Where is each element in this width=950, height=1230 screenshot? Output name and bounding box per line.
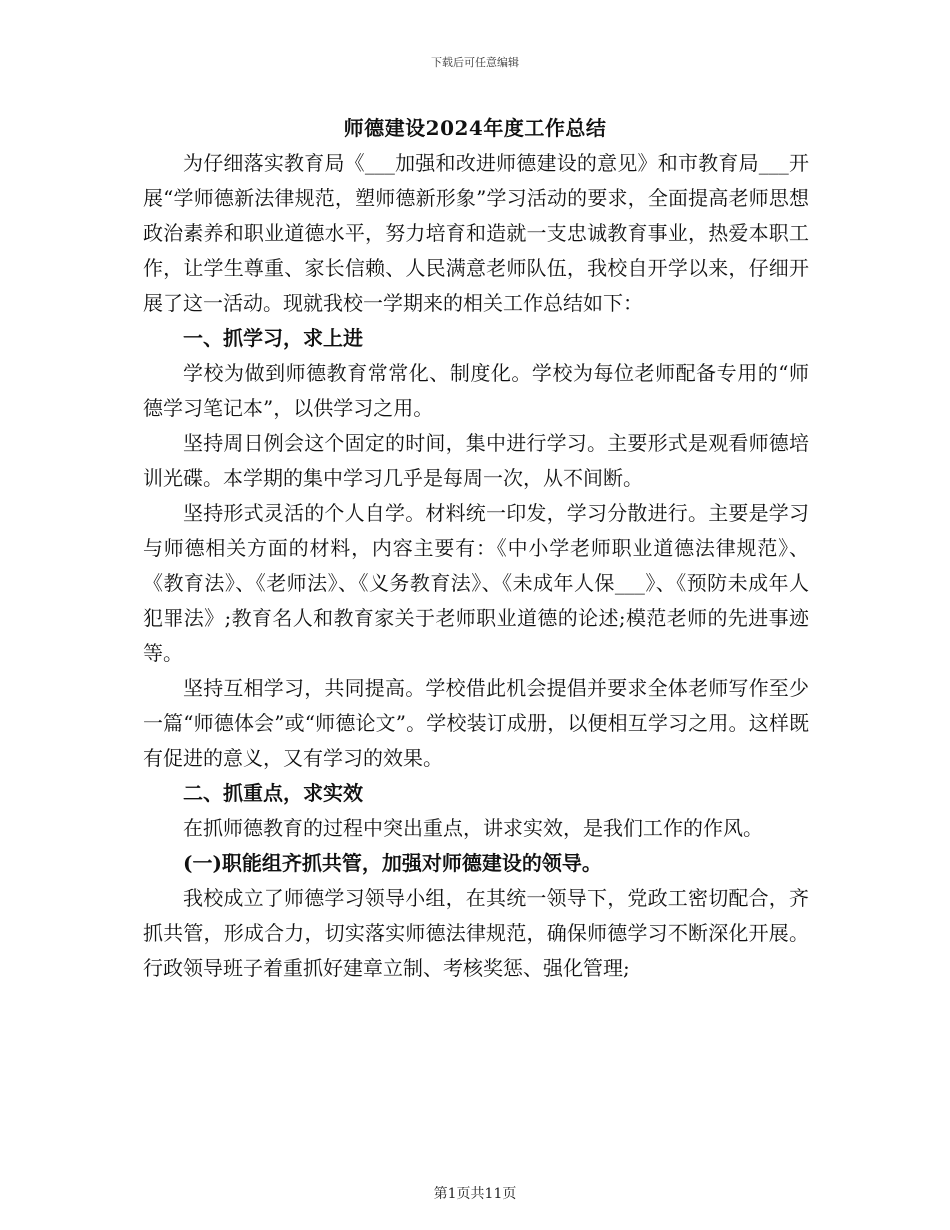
page-header-note: 下载后可任意编辑 <box>431 56 519 69</box>
section-heading-2: 二、抓重点，求实效 <box>183 781 363 805</box>
section-heading-1: 一、抓学习，求上进 <box>183 326 363 350</box>
intro-paragraph: 为仔细落实教育局《___加强和改进师德建设的意见》和市教育局___开展“学师德新法律规范，塑师德新形象”学习活动的要求，全面提高老师思想政治素养和职业道德水平，努力培育和造就一支忠诚教育事业，热爱本职工作，让学生尊重、家长信赖、人民满意老师队伍，我校自开学以来，仔细开展了这一活动。现就我校一学期来的相关工作总结如下： <box>143 151 809 315</box>
body-paragraph: 坚持形式灵活的个人自学。材料统一印发，学习分散进行。主要是学习与师德相关方面的材料，内容主要有：《中小学老师职业道德法律规范》、《教育法》、《老师法》、《义务教育法》、《未成年人保___》、《预防未成年人犯罪法》;教育名人和教育家关于老师职业道德的论述;模范老师的先进事迹等。 <box>143 501 809 665</box>
document-body <box>143 146 809 986</box>
document-title: 师德建设2024年度工作总结 <box>343 116 607 140</box>
body-paragraph: 在抓师德教育的过程中突出重点，讲求实效，是我们工作的作风。 <box>183 816 763 840</box>
subsection-heading-1: (一)职能组齐抓共管，加强对师德建设的领导。 <box>183 851 602 875</box>
body-paragraph: 我校成立了师德学习领导小组，在其统一领导下，党政工密切配合，齐抓共管，形成合力，切实落实师德法律规范，确保师德学习不断深化开展。行政领导班子着重抓好建章立制、考核奖惩、强化管理; <box>143 886 809 980</box>
body-paragraph: 坚持互相学习，共同提高。学校借此机会提倡并要求全体老师写作至少一篇“师德体会”或“师德论文”。学校装订成册，以便相互学习之用。这样既有促进的意义，又有学习的效果。 <box>143 676 809 770</box>
page-number: 第1页共11页 <box>433 1186 517 1202</box>
body-paragraph: 学校为做到师德教育常常化、制度化。学校为每位老师配备专用的“师德学习笔记本”，以供学习之用。 <box>143 361 809 420</box>
body-paragraph: 坚持周日例会这个固定的时间，集中进行学习。主要形式是观看师德培训光碟。本学期的集中学习几乎是每周一次，从不间断。 <box>143 431 809 490</box>
